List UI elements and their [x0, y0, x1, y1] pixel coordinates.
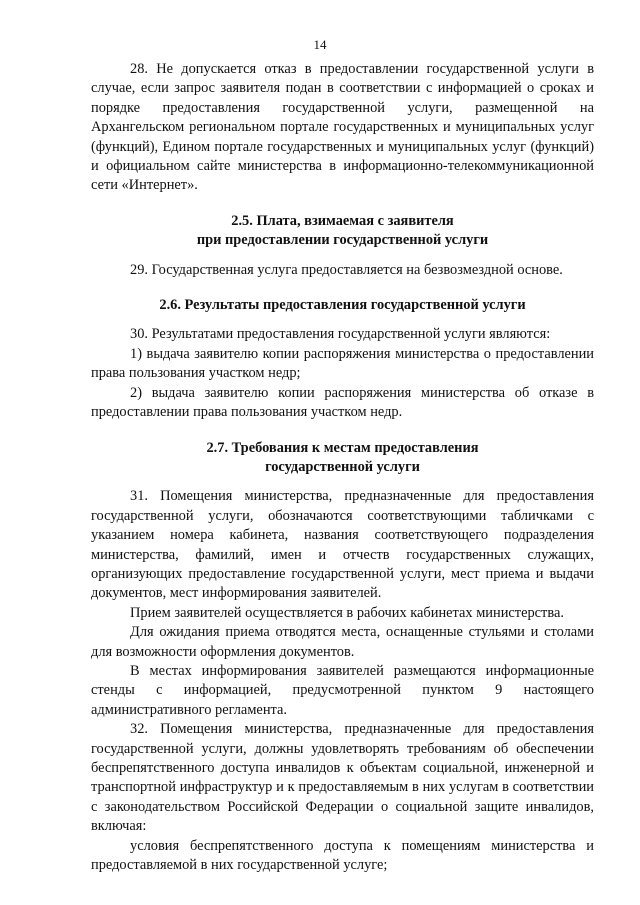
paragraph-31-reception: Прием заявителей осуществляется в рабочих кабинетах министерства. [130, 604, 564, 621]
paragraph-31: 31. Помещения министерства, предназначенные для предоставления государственной услуги, обозначаются соответствующими табличками с указанием номера кабинета, названия соответствующего подразделения министерства, фамилий, имен и отчеств государственных служащих, организующих предоставление государственной услуги, мест приема и выдачи документов, мест информирования заявителей. [91, 488, 594, 602]
paragraph-32: 32. Помещения министерства, предназначенные для предоставления государственной услуги, должны удовлетворять требованиям об обеспечении беспрепятственного доступа инвалидов к объектам социальной, инженерной и транспортной инфраструктур и к предоставляемым в них услугам в соответствии с законодательством Российской Федерации о социальной защите инвалидов, включая: [91, 721, 594, 835]
paragraph-30-item-1: 1) выдача заявителю копии распоряжения министерства о предоставлении права пользования участком недр; [91, 345, 594, 382]
section-heading-2-5-line-2: при предоставлении государственной услуги [196, 232, 489, 249]
paragraph-28: 28. Не допускается отказ в предоставлении государственной услуги в случае, если запрос заявителя подан в соответствии с информацией о сроках и порядке предоставления государственной услуги, размещенной на Архангельском региональном портале государственных и муниципальных услуг (функций), Едином портале государственных и муниципальных услуг (функций) и официальном сайте министерства в информационно-телекоммуникационной сети «Интернет». [91, 61, 594, 194]
paragraph-29: 29. Государственная услуга предоставляется на безвозмездной основе. [130, 261, 563, 278]
page-number: 14 [313, 37, 327, 52]
section-heading-2-6: 2.6. Результаты предоставления государственной услуги [159, 297, 526, 314]
section-heading-2-5-line-1: 2.5. Плата, взимаемая с заявителя [231, 212, 454, 229]
paragraph-30: 30. Результатами предоставления государственной услуги являются: [130, 326, 551, 343]
paragraph-30-item-2: 2) выдача заявителю копии распоряжения министерства об отказе в предоставлении права пользования участком недр. [91, 384, 594, 421]
paragraph-31-info-stands: В местах информирования заявителей размещаются информационные стенды с информацией, предусмотренной пунктом 9 настоящего административного регламента. [91, 662, 594, 718]
paragraph-31-waiting: Для ожидания приема отводятся места, оснащенные стульями и столами для возможности оформления документов. [91, 624, 594, 660]
paragraph-32-conditions: условия беспрепятственного доступа к помещениям министерства и предоставляемой в них государственной услуге; [91, 837, 594, 874]
document-body [91, 60, 594, 875]
section-heading-2-7-line-1: 2.7. Требования к местам предоставления [206, 439, 479, 456]
section-heading-2-7-line-2: государственной услуги [265, 458, 420, 475]
